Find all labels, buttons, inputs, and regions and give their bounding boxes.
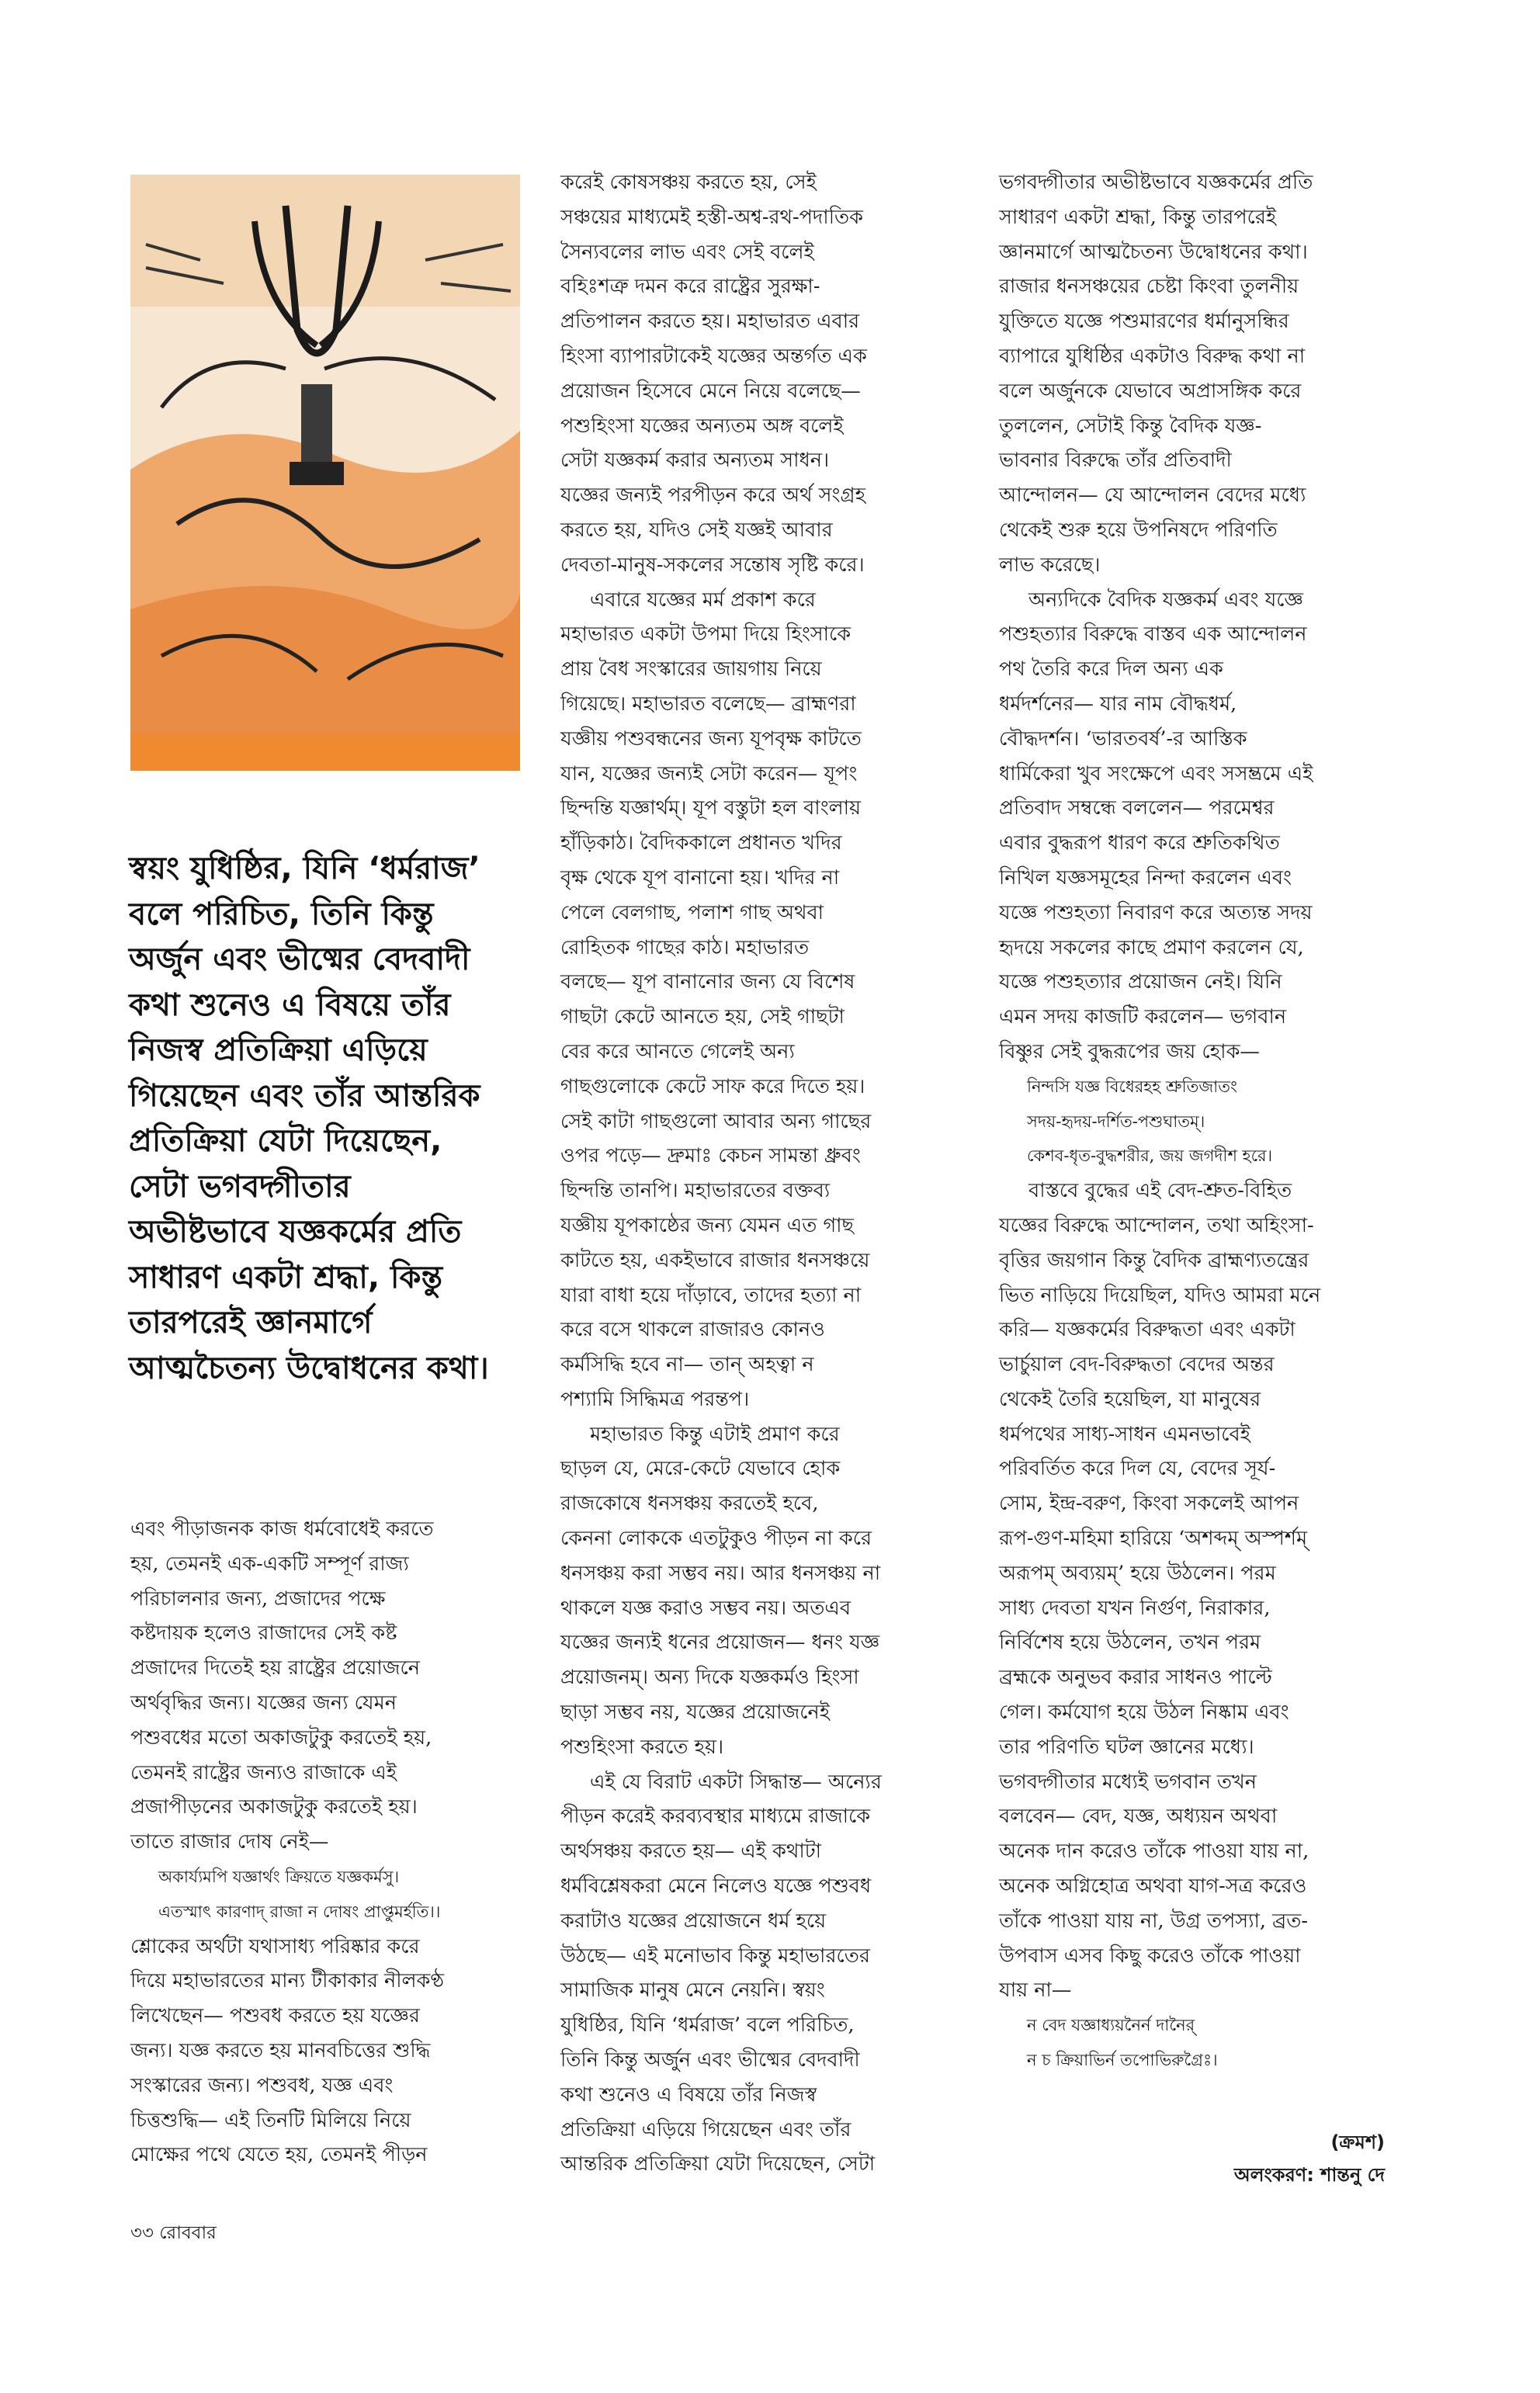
text-line: কেননা লোককে এতটুকুও পীড়ন না করে	[560, 1527, 872, 1551]
text-line: তাতে রাজার দোষ নেই—	[130, 1830, 329, 1854]
text-line: এবারে যজ্ঞের মর্ম প্রকাশ করে	[590, 588, 816, 612]
text-line: থাকলে যজ্ঞ করাও সম্ভব নয়। অতএব	[560, 1596, 852, 1620]
text-line: হাঁড়িকাঠ। বৈদিককালে প্রধানত খদির	[560, 831, 842, 855]
text-line: থেকেই শুরু হয়ে উপনিষদে পরিণতি	[999, 518, 1278, 542]
text-line: সংস্কারের জন্য। পশুবধ, যজ্ঞ এবং	[130, 2073, 394, 2097]
text-line: প্রয়োজন হিসেবে মেনে নিয়ে বলেছে—	[560, 379, 861, 403]
text-line: যজ্ঞের জন্যই ধনের প্রয়োজন— ধনং যজ্ঞ	[560, 1631, 880, 1655]
text-line: যুক্তিতে যজ্ঞে পশুমারণের ধর্মানুসন্ধির	[999, 310, 1289, 334]
text-line: প্রতিপালন করতে হয়। মহাভারত এবার	[560, 310, 860, 334]
text-line: ভগবদ্গীতার অভীষ্টভাবে যজ্ঞকর্মের প্রতি	[999, 171, 1313, 194]
text-line: বিষ্ণুর সেই বুদ্ধরূপের জয় হোক—	[999, 1039, 1260, 1063]
text-line: উপবাস এসব কিছু করেও তাঁকে পাওয়া	[999, 1944, 1301, 1968]
text-line: যজ্ঞের বিরুদ্ধে আন্দোলন, তথা অহিংসা-	[999, 1213, 1314, 1237]
text-line: ধর্মপথের সাধ্য-সাধন এমনভাবেই	[999, 1422, 1250, 1446]
text-line: ধর্মদর্শনের— যার নাম বৌদ্ধধর্ম,	[999, 692, 1237, 716]
text-line: যজ্ঞের জন্যই পরপীড়ন করে অর্থ সংগ্রহ	[560, 484, 865, 508]
text-line: করেই কোষসঞ্চয় করতে হয়, সেই	[560, 171, 817, 194]
text-line: কথা শুনেও এ বিষয়ে তাঁর নিজস্ব	[560, 2083, 817, 2107]
text-line: প্রতিক্রিয়া এড়িয়ে গিয়েছেন এবং তাঁর	[560, 2117, 852, 2142]
text-line: মোক্ষের পথে যেতে হয়, তেমনই পীড়ন	[130, 2143, 428, 2167]
text-line: ভার্চুয়াল বেদ-বিরুদ্ধতা বেদের অন্তর	[999, 1353, 1275, 1377]
text-line: ছিন্দন্তি যজ্ঞার্থম্। যূপ বস্তুটা হল বাংলায়	[560, 796, 862, 820]
text-line: পেলে বেলগাছ, পলাশ গাছ অথবা	[560, 900, 824, 924]
text-line: ওপর পড়ে— দ্রুমাঃ কেচন সামন্তা ধ্রুবং	[560, 1144, 861, 1168]
verse-line: ন বেদ যজ্ঞাধ্যয়নৈর্ন দানৈর্	[1027, 2016, 1195, 2035]
text-line: ব্রহ্মকে অনুভব করার সাধনও পাল্টে	[999, 1666, 1272, 1690]
text-line: নির্বিশেষ হয়ে উঠলেন, তখন পরম	[999, 1631, 1261, 1655]
text-line: ব্যাপারে যুধিষ্ঠির একটাও বিরুদ্ধ কথা না	[999, 344, 1306, 368]
text-line: তাঁকে পাওয়া যায় না, উগ্র তপস্যা, ব্রত-	[999, 1909, 1308, 1933]
text-line: অর্থসঞ্চয় করতে হয়— এই কথাটা	[560, 1840, 822, 1864]
text-line: জ্ঞানমার্গে আত্মচৈতন্য উদ্বোধনের কথা।	[999, 240, 1308, 264]
text-line: যজ্ঞীয় যূপকাষ্ঠের জন্য যেমন এত গাছ	[560, 1213, 854, 1237]
verse-line: ন চ ক্রিয়াভির্ন তপোভিরুগ্রৈঃ।	[1027, 2051, 1218, 2070]
text-line: যুধিষ্ঠির, যিনি ‘ধর্মরাজ’ বলে পরিচিত,	[560, 2013, 855, 2038]
text-line: দিয়ে মহাভারতের মান্য টীকাকার নীলকণ্ঠ	[130, 1969, 445, 1993]
text-line: করে বসে থাকলে রাজারও কোনও	[560, 1318, 825, 1342]
pull-quote-line: বলে পরিচিত, তিনি কিন্তু	[129, 896, 434, 932]
text-line: সৈন্যবলের লাভ এবং সেই বলেই	[560, 240, 814, 264]
pull-quote-line: তারপরেই জ্ঞানমার্গে	[129, 1305, 373, 1340]
text-line: যজ্ঞে পশুহত্যার প্রয়োজন নেই। যিনি	[999, 970, 1282, 994]
text-line: অনেক অগ্নিহোত্র অথবা যাগ-সত্র করেও	[999, 1875, 1307, 1899]
text-line: অন্যদিকে বৈদিক যজ্ঞকর্ম এবং যজ্ঞে	[1028, 588, 1303, 612]
text-line: রাজকোষে ধনসঞ্চয় করতেই হবে,	[560, 1492, 819, 1516]
text-line: ভগবদ্গীতার মধ্যেই ভগবান তখন	[999, 1770, 1257, 1794]
text-line: থেকেই তৈরি হয়েছিল, যা মানুষের	[999, 1387, 1261, 1411]
text-line: বৌদ্ধদর্শন। ‘ভারতবর্ষ’-র আস্তিক	[999, 727, 1247, 751]
text-line: রোহিতক গাছের কাঠ। মহাভারত	[560, 935, 810, 959]
text-line: বহিঃশত্রু দমন করে রাষ্ট্রের সুরক্ষা-	[560, 275, 820, 299]
text-line: আন্তরিক প্রতিক্রিয়া যেটা দিয়েছেন, সেটা	[560, 2152, 876, 2176]
verse-line: নিন্দসি যজ্ঞ বিধেরহহ শ্রুতিজাতং	[1027, 1077, 1238, 1096]
text-line: শ্লোকের অর্থটা যথাসাধ্য পরিষ্কার করে	[130, 1934, 420, 1958]
text-line: ধার্মিকেরা খুব সংক্ষেপে এবং সসম্ভ্রমে এই	[999, 761, 1313, 786]
text-line: ভাবনার বিরুদ্ধে তাঁর প্রতিবাদী	[999, 449, 1232, 473]
text-line: লাভ করেছে।	[999, 553, 1101, 577]
text-line: এমন সদয় কাজটি করলেন— ভগবান	[999, 1005, 1287, 1029]
text-line: পীড়ন করেই করব্যবস্থার মাধ্যমে রাজাকে	[560, 1805, 871, 1829]
text-line: প্রজাপীড়নের অকাজটুকু করতেই হয়।	[130, 1795, 418, 1819]
text-line: সোম, ইন্দ্র-বরুণ, কিংবা সকলেই আপন	[999, 1492, 1299, 1516]
text-line: ধনসঞ্চয় করা সম্ভব নয়। আর ধনসঞ্চয় না	[560, 1561, 881, 1585]
text-line: প্রয়োজনম্। অন্য দিকে যজ্ঞকর্মও হিংসা	[560, 1666, 859, 1690]
text-line: মহাভারত একটা উপমা দিয়ে হিংসাকে	[560, 623, 852, 647]
text-line: হয়, তেমনই এক-একটি সম্পূর্ণ রাজ্য	[130, 1552, 409, 1576]
pull-quote-line: আত্মচৈতন্য উদ্বোধনের কথা।	[129, 1350, 489, 1386]
text-line: যারা বাধা হয়ে দাঁড়াবে, তাদের হত্যা না	[560, 1283, 862, 1307]
text-line: সঞ্চয়ের মাধ্যমেই হস্তী-অশ্ব-রথ-পদাতিক	[560, 205, 863, 229]
text-line: যান, যজ্ঞের জন্যই সেটা করেন— যূপং	[560, 761, 858, 786]
text-line: বাস্তবে বুদ্ধের এই বেদ-শ্রুত-বিহিত	[1028, 1179, 1292, 1203]
text-line: তেমনই রাষ্ট্রের জন্যও রাজাকে এই	[130, 1760, 397, 1784]
text-line: ধর্মবিশ্লেষকরা মেনে নিলেও যজ্ঞে পশুবধ	[560, 1875, 872, 1899]
text-line: চিত্তশুদ্ধি— এই তিনটি মিলিয়ে নিয়ে	[130, 2108, 411, 2132]
text-line: করাটাও যজ্ঞের প্রয়োজনে ধর্ম হয়ে	[560, 1909, 827, 1933]
verse-line: অকার্য্যমপি যজ্ঞার্থং ক্রিয়তে যজ্ঞকর্মসু।	[158, 1867, 400, 1886]
text-line: বের করে আনতে গেলেই অন্য	[560, 1039, 795, 1063]
text-line: নিখিল যজ্ঞসমূহের নিন্দা করলেন এবং	[999, 865, 1292, 890]
text-line: লিখেছেন— পশুবধ করতে হয় যজ্ঞের	[130, 2004, 420, 2028]
text-line: পশুবধের মতো অকাজটুকু করতেই হয়,	[130, 1725, 432, 1750]
text-line: সামাজিক মানুষ মেনে নেয়নি। স্বয়ং	[560, 1979, 825, 2003]
text-line: রাজার ধনসঞ্চয়ের চেষ্টা কিংবা তুলনীয়	[999, 275, 1299, 299]
verse-line: কেশব-ধৃত-বুদ্ধশরীর, জয় জগদীশ হরে।	[1027, 1146, 1273, 1166]
article-column-3	[999, 165, 1403, 2078]
pull-quote-line: সাধারণ একটা শ্রদ্ধা, কিন্তু	[129, 1259, 443, 1295]
text-line: ছিন্দন্তি তানপি। মহাভারতের বক্তব্য	[560, 1179, 831, 1203]
article-illustration	[130, 175, 520, 771]
text-line: দেবতা-মানুষ-সকলের সন্তোষ সৃষ্টি করে।	[560, 553, 865, 577]
text-line: আন্দোলন— যে আন্দোলন বেদের মধ্যে	[999, 484, 1306, 508]
pull-quote-line: অর্জুন এবং ভীষ্মের বেদবাদী	[129, 942, 470, 977]
text-line: যজ্ঞীয় পশুবন্ধনের জন্য যূপবৃক্ষ কাটতে	[560, 727, 862, 751]
text-line: ছাড়া সম্ভব নয়, যজ্ঞের প্রয়োজনেই	[560, 1701, 831, 1725]
verse-line: সদয়-হৃদয়-দর্শিত-পশুঘাতম্।	[1027, 1112, 1205, 1131]
text-line: পরিচালনার জন্য, প্রজাদের পক্ষে	[130, 1587, 386, 1611]
text-line: ভিত নাড়িয়ে দিয়েছিল, যদিও আমরা মনে	[999, 1283, 1321, 1307]
verse-line: এতস্মাৎ কারণাদ্ রাজা ন দোষং প্রাপ্তুমর্হতি।।	[158, 1902, 441, 1921]
text-line: অনেক দান করেও তাঁকে পাওয়া যায় না,	[999, 1840, 1309, 1864]
text-line: পশুহিংসা যজ্ঞের অন্যতম অঙ্গ বলেই	[560, 414, 844, 438]
text-line: মহাভারত কিন্তু এটাই প্রমাণ করে	[590, 1422, 840, 1446]
text-line: যায় না—	[999, 1979, 1072, 2003]
text-line: সাধারণ একটা শ্রদ্ধা, কিন্তু তারপরেই	[999, 205, 1277, 229]
text-line: হিংসা ব্যাপারটাকেই যজ্ঞের অন্তর্গত এক	[560, 344, 867, 368]
text-line: যজ্ঞে পশুহত্যা নিবারণ করে অত্যন্ত সদয়	[999, 900, 1313, 924]
text-line: বৃক্ষ থেকে যূপ বানানো হয়। খদির না	[560, 865, 840, 890]
text-line: উঠছে— এই মনোভাব কিন্তু মহাভারতের	[560, 1944, 870, 1968]
text-line: রূপ-গুণ-মহিমা হারিয়ে ‘অশব্দম্ অস্পর্শম্	[999, 1527, 1308, 1551]
text-line: কাটতে হয়, একইভাবে রাজার ধনসঞ্চয়ে	[560, 1248, 870, 1272]
pull-quote-line: নিজস্ব প্রতিক্রিয়া এড়িয়ে	[129, 1032, 428, 1068]
text-line: তুললেন, সেটাই কিন্তু বৈদিক যজ্ঞ-	[999, 414, 1262, 438]
text-line: তিনি কিন্তু অর্জুন এবং ভীষ্মের বেদবাদী	[560, 2048, 860, 2072]
text-line: করতে হয়, যদিও সেই যজ্ঞই আবার	[560, 518, 833, 542]
text-line: কষ্টদায়ক হলেও রাজাদের সেই কষ্ট	[130, 1621, 397, 1646]
text-line: গেল। কর্মযোগ হয়ে উঠল নিষ্কাম এবং	[999, 1701, 1289, 1725]
text-line: বলবেন— বেদ, যজ্ঞ, অধ্যয়ন অথবা	[999, 1805, 1278, 1829]
text-line: গিয়েছে। মহাভারত বলেছে— ব্রাহ্মণরা	[560, 692, 856, 716]
text-line: পশুহত্যার বিরুদ্ধে বাস্তব এক আন্দোলন	[999, 623, 1307, 647]
text-line: পরিবর্তিত করে দিল যে, বেদের সূর্য-	[999, 1457, 1276, 1481]
text-line: তার পরিণতি ঘটল জ্ঞানের মধ্যে।	[999, 1735, 1254, 1759]
text-line: প্রায় বৈধ সংস্কারের জায়গায় নিয়ে	[560, 657, 822, 681]
text-line: প্রজাদের দিতেই হয় রাষ্ট্রের প্রয়োজনে	[130, 1656, 421, 1680]
text-line: গাছগুলোকে কেটে সাফ করে দিতে হয়।	[560, 1074, 865, 1098]
text-line: এই যে বিরাট একটা সিদ্ধান্ত— অন্যের	[590, 1770, 882, 1794]
text-line: সেটা যজ্ঞকর্ম করার অন্যতম সাধন।	[560, 449, 830, 473]
text-line: পশুহিংসা করতে হয়।	[560, 1735, 724, 1759]
pull-quote-line: গিয়েছেন এবং তাঁর আন্তরিক	[129, 1077, 480, 1114]
article-column-2	[560, 165, 953, 2182]
text-line: প্রতিবাদ সম্বন্ধে বললেন— পরমেশ্বর	[999, 796, 1275, 820]
text-line: সাধ্য দেবতা যখন নির্গুণ, নিরাকার,	[999, 1596, 1271, 1620]
pull-quote-line: প্রতিক্রিয়া যেটা দিয়েছেন,	[129, 1123, 442, 1159]
pull-quote	[129, 846, 525, 1391]
pull-quote-line: অভীষ্টভাবে যজ্ঞকর্মের প্রতি	[129, 1214, 462, 1250]
text-line: পশ্যামি সিদ্ধিমত্র পরন্তপ।	[560, 1387, 750, 1411]
text-line: হৃদয়ে সকলের কাছে প্রমাণ করলেন যে,	[999, 935, 1304, 959]
text-line: অর্থবৃদ্ধির জন্য। যজ্ঞের জন্য যেমন	[130, 1691, 397, 1715]
page-folio: ৩৩ রোববার	[130, 2223, 217, 2243]
continued-label: (ক্রমশ)	[1330, 2131, 1385, 2153]
pull-quote-line: স্বয়ং যুধিষ্ঠির, যিনি ‘ধর্মরাজ’	[129, 851, 480, 886]
text-line: করি— যজ্ঞকর্মের বিরুদ্ধতা এবং একটা	[999, 1318, 1295, 1342]
illustration-graphic	[130, 175, 520, 771]
text-line: অরূপম্ অব্যয়ম্’ হয়ে উঠলেন। পরম	[999, 1561, 1276, 1585]
text-line: জন্য। যজ্ঞ করতে হয় মানবচিত্তের শুদ্ধি	[130, 2038, 431, 2062]
pull-quote-line: সেটা ভগবদ্গীতার	[129, 1168, 351, 1205]
text-line: এবার বুদ্ধরূপ ধারণ করে শ্রুতিকথিত	[999, 831, 1280, 855]
text-line: কর্মসিদ্ধি হবে না— তান্ অহত্বা ন	[560, 1353, 814, 1377]
text-line: পথ তৈরি করে দিল অন্য এক	[999, 657, 1223, 681]
text-line: বৃত্তির জয়গান কিন্তু বৈদিক ব্রাহ্মণ্যতন্ত্রের	[999, 1248, 1309, 1272]
article-column-1	[130, 1512, 523, 2173]
illustration-credit: অলংকরণ: শান্তনু দে	[1233, 2164, 1385, 2186]
text-line: এবং পীড়াজনক কাজ ধর্মবোধেই করতে	[130, 1517, 434, 1541]
text-line: সেই কাটা গাছগুলো আবার অন্য গাছের	[560, 1109, 872, 1133]
text-line: বলছে— যূপ বানানোর জন্য যে বিশেষ	[560, 970, 855, 994]
text-line: ছাড়ল যে, মেরে-কেটে যেভাবে হোক	[560, 1457, 841, 1481]
text-line: বলে অর্জুনকে যেভাবে অপ্রাসঙ্গিক করে	[999, 379, 1302, 403]
pull-quote-line: কথা শুনেও এ বিষয়ে তাঁর	[129, 987, 451, 1023]
text-line: গাছটা কেটে আনতে হয়, সেই গাছটা	[560, 1005, 845, 1029]
